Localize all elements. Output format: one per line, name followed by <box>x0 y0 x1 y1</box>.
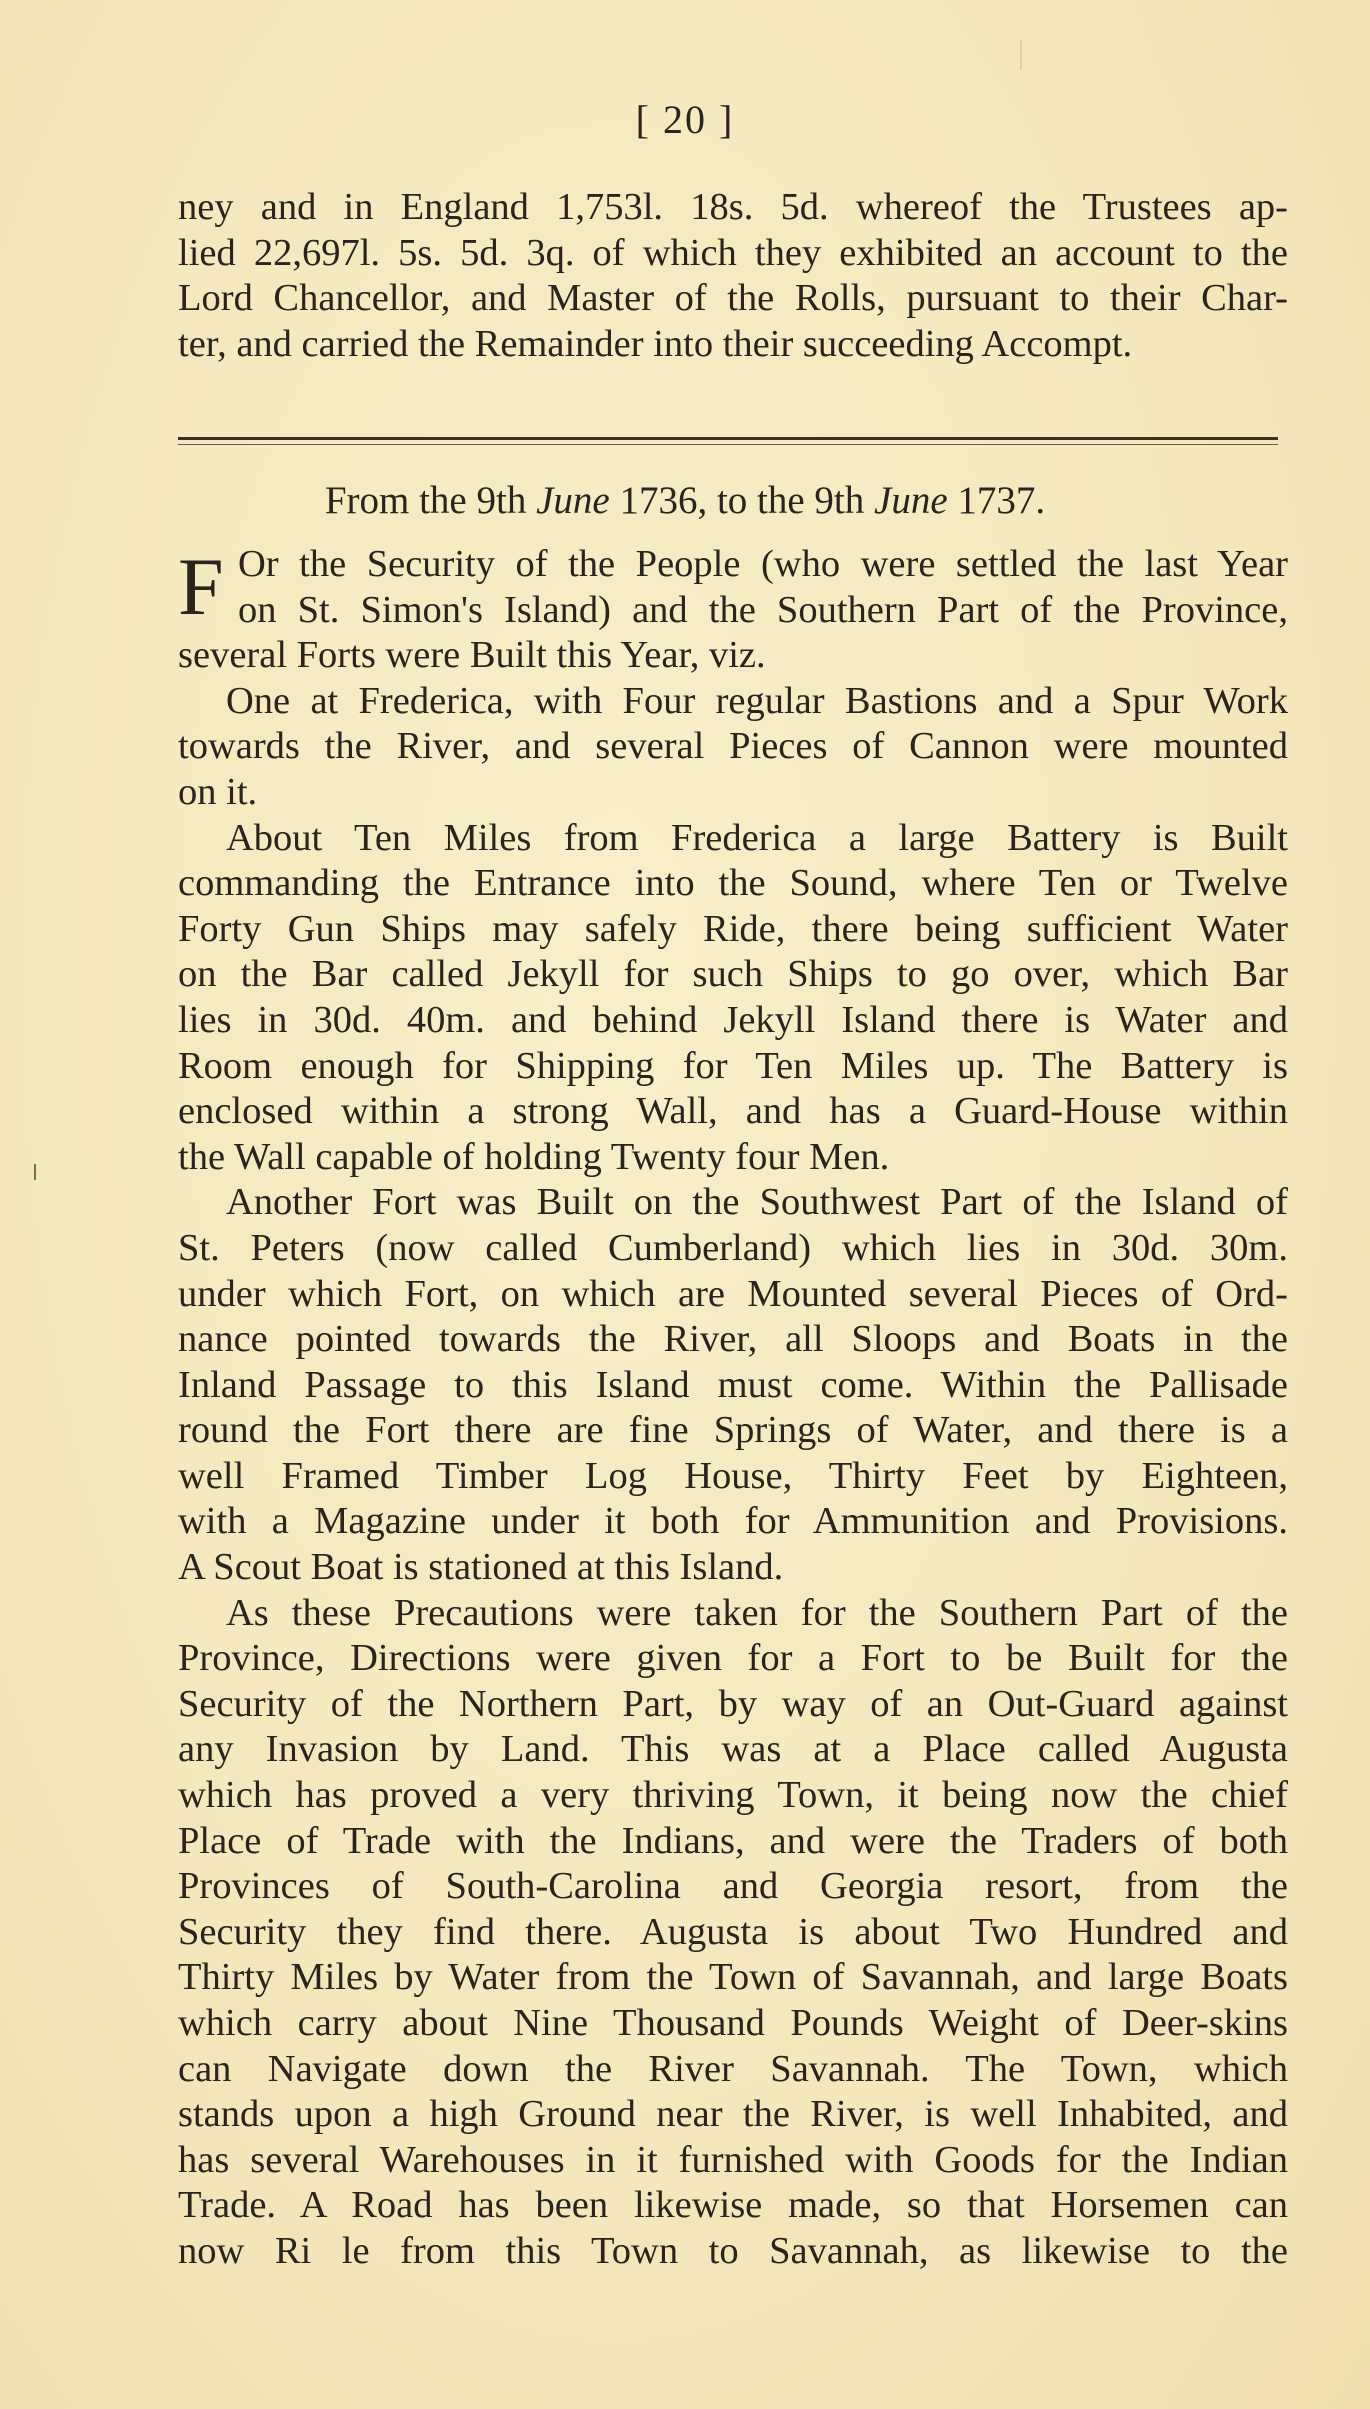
text-line: Room enough for Shipping for Ten Miles up. The Battery is <box>178 1044 1288 1087</box>
text-line: A Scout Boat is stationed at this Island. <box>178 1546 784 1589</box>
text-line: Inland Passage to this Island must come. Within the Pallisade <box>178 1363 1288 1406</box>
text-line: has several Warehouses in it furnished with Goods for the Indian <box>178 2138 1288 2181</box>
text-line: As these Precautions were taken for the Southern Part of the <box>226 1591 1288 1634</box>
text-line: One at Frederica, with Four regular Bastions and a Spur Work <box>226 679 1288 722</box>
margin-mark <box>34 1164 36 1180</box>
heading-month-2: June <box>874 479 948 522</box>
heading-suffix: 1737. <box>947 479 1046 522</box>
heading-mid: 1736, to the 9th <box>609 479 875 522</box>
text-line: nance pointed towards the River, all Sloops and Boats in the <box>178 1318 1288 1361</box>
text-line: with a Magazine under it both for Ammunition and Provisions. <box>178 1500 1288 1543</box>
text-line: now Ri le from this Town to Savannah, as likewise to the <box>178 2229 1288 2272</box>
section-divider-thin <box>178 444 1278 445</box>
text-line: towards the River, and several Pieces of Cannon were mounted <box>178 725 1288 768</box>
page-number: [ 20 ] <box>635 97 735 142</box>
text-line: can Navigate down the River Savannah. The Town, which <box>178 2047 1288 2090</box>
text-line: stands upon a high Ground near the River, is well Inhabited, and <box>178 2093 1288 2136</box>
drop-cap: F <box>178 541 224 632</box>
text-line: Or the Security of the People (who were settled the last Year <box>238 543 1288 585</box>
main-text <box>178 542 1288 2275</box>
text-line: which has proved a very thriving Town, it being now the chief <box>178 1774 1288 1817</box>
text-line: which carry about Nine Thousand Pounds Weight of Deer-skins <box>178 2002 1288 2044</box>
paragraph-4 <box>178 1180 1288 1590</box>
text-line: commanding the Entrance into the Sound, where Ten or Twelve <box>178 862 1288 905</box>
text-line: Security of the Northern Part, by way of an Out-Guard against <box>178 1682 1288 1725</box>
paragraph-1 <box>178 542 1288 679</box>
text-line: the Wall capable of holding Twenty four Men. <box>178 1135 890 1178</box>
text-line: several Forts were Built this Year, viz. <box>178 634 766 677</box>
continued-paragraph <box>178 185 1288 367</box>
text-line: Lord Chancellor, and Master of the Rolls, pursuant to their Char- <box>178 277 1288 320</box>
text-line: St. Peters (now called Cumberland) which lies in 30d. 30m. <box>178 1226 1288 1269</box>
section-divider <box>178 437 1278 440</box>
text-line: on the Bar called Jekyll for such Ships to go over, which Bar <box>178 953 1288 996</box>
text-line: Province, Directions were given for a Fort to be Built for the <box>178 1637 1288 1680</box>
text-line: lied 22,697l. 5s. 5d. 3q. of which they exhibited an account to the <box>178 231 1288 274</box>
text-line: on St. Simon's Island) and the Southern Part of the Province, <box>238 588 1288 631</box>
text-line: under which Fort, on which are Mounted several Pieces of Ord- <box>178 1272 1288 1315</box>
paragraph-2 <box>178 679 1288 816</box>
text-line: Forty Gun Ships may safely Ride, there being sufficient Water <box>178 907 1288 950</box>
text-line: Place of Trade with the Indians, and were the Traders of both <box>178 1819 1288 1862</box>
text-line: ter, and carried the Remainder into their succeeding Accompt. <box>178 322 1133 365</box>
text-line: Thirty Miles by Water from the Town of Savannah, and large Boats <box>178 1956 1288 1999</box>
paragraph-3 <box>178 816 1288 1181</box>
section-heading <box>0 478 1370 523</box>
text-line: About Ten Miles from Frederica a large Battery is Built <box>226 816 1288 859</box>
text-line: enclosed within a strong Wall, and has a Guard-House within <box>178 1090 1288 1133</box>
text-line: Security they find there. Augusta is about Two Hundred and <box>178 1910 1288 1953</box>
text-line: any Invasion by Land. This was at a Place called Augusta <box>178 1728 1288 1771</box>
heading-month-1: June <box>536 479 610 522</box>
heading-prefix: From the 9th <box>324 479 537 522</box>
text-line: well Framed Timber Log House, Thirty Feet by Eighteen, <box>178 1454 1288 1497</box>
text-line: Another Fort was Built on the Southwest Part of the Island of <box>226 1181 1288 1224</box>
text-line: Provinces of South-Carolina and Georgia resort, from the <box>178 1865 1288 1908</box>
text-line: Trade. A Road has been likewise made, so that Horsemen can <box>178 2184 1288 2227</box>
text-line: on it. <box>178 770 258 813</box>
paragraph-5 <box>178 1591 1288 2275</box>
paper-mark <box>1020 40 1022 70</box>
text-line: ney and in England 1,753l. 18s. 5d. whereof the Trustees ap- <box>178 186 1288 228</box>
text-line: lies in 30d. 40m. and behind Jekyll Island there is Water and <box>178 998 1288 1041</box>
text-line: round the Fort there are fine Springs of Water, and there is a <box>178 1409 1288 1452</box>
